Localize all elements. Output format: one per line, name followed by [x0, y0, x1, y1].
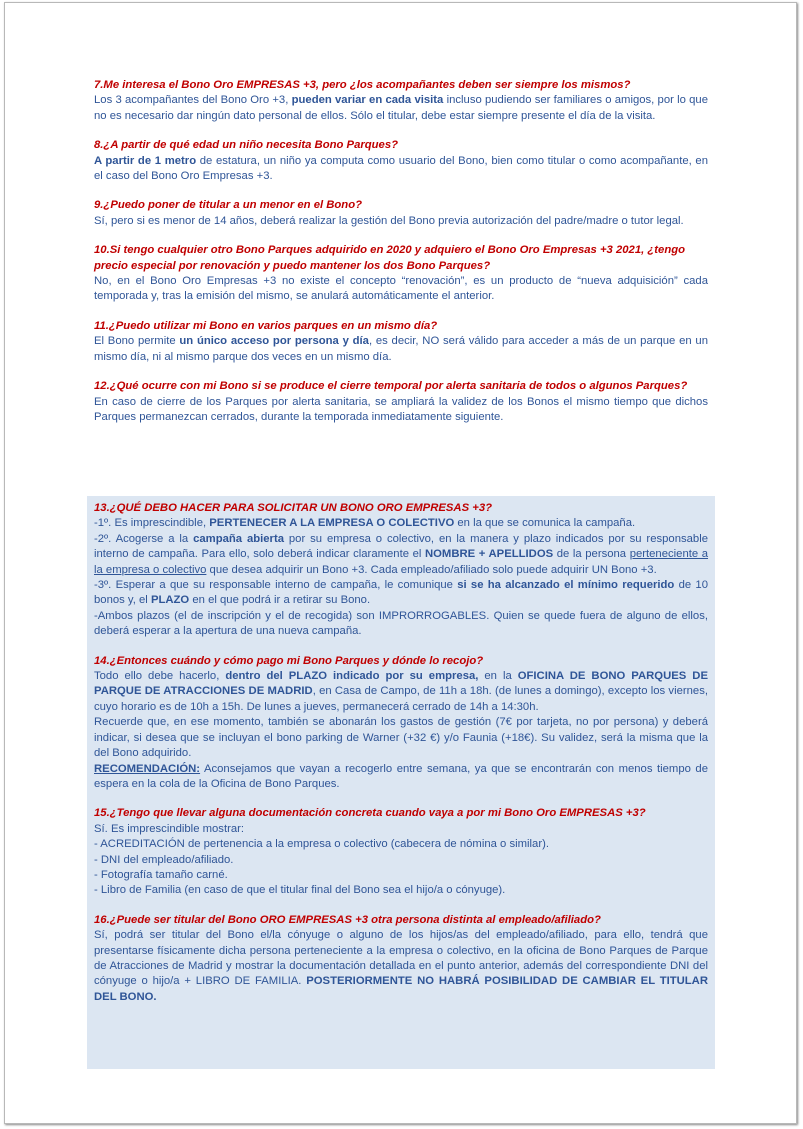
faq-item-11: [94, 319, 708, 365]
step-note: -Ambos plazos (el de inscripción y el de recogida) son IMPRORROGABLES. Quien se quede fuera de alguno de ellos, deberá esperar a la apertura de una nueva campaña.: [94, 609, 708, 638]
faq-item-12: [94, 379, 708, 425]
step-2: [94, 532, 708, 578]
answer-span: incluso pudiendo ser familiares o amigos, por lo que no es necesario dar ningún dato personal de ellos. Sólo el titular, debe estar siempre presente el día de la visita.: [94, 94, 708, 122]
list-item: - Fotografía tamaño carné.: [94, 868, 228, 881]
faq-item-16: [94, 913, 708, 1005]
answer-bold: PERTENECER A LA EMPRESA O COLECTIVO: [209, 517, 455, 530]
recommendation: [94, 762, 708, 793]
answer-text: No, en el Bono Oro Empresas +3 no existe el concepto “renovación”, es un producto de “nueva adquisición” cada temporada y, tras la emisión del mismo, se anulará automáticamente el anterior.: [94, 275, 708, 303]
question-title: 14.¿Entonces cuándo y cómo pago mi Bono Parques y dónde lo recojo?: [94, 654, 484, 667]
question-title: 7.Me interesa el Bono Oro EMPRESAS +3, pero ¿los acompañantes deben ser siempre los mismos?: [94, 79, 631, 91]
answer-bold: un único acceso por persona y día: [179, 335, 369, 348]
list-item: - Libro de Familia (en caso de que el titular final del Bono sea el hijo/a o cónyuge).: [94, 884, 506, 897]
answer-text: En caso de cierre de los Parques por alerta sanitaria, se ampliará la validez de los Bonos el mismo tiempo que dichos Parques permanezcan cerrados, durante la temporada inmediatamente siguiente.: [94, 395, 708, 423]
highlight-box-content: [94, 501, 708, 1019]
answer-bold: POSTERIORMENTE NO HABRÁ POSIBILIDAD DE CAMBIAR EL TITULAR DEL BONO.: [94, 975, 709, 1003]
answer-span: Todo ello debe hacerlo,: [94, 670, 226, 683]
faq-item-10: [94, 243, 708, 305]
answer-span: en la: [478, 670, 518, 683]
answer-span: de estatura, un niño ya computa como usuario del Bono, bien como titular o como acompañante, en el caso del Bono Oro Empresas +3.: [94, 154, 708, 183]
answer-bold: NOMBRE + APELLIDOS: [424, 548, 554, 561]
answer-span: -1º. Es imprescindible,: [94, 517, 210, 530]
answer-text: Recuerde que, en ese momento, también se abonarán los gastos de gestión (7€ por tarjeta, no por persona) y deberá indicar, si desea que se incluyan el bono parking de Warner (+32 €) y/o Faunia (+18€). Su validez, será la misma que la del Bono adquirido.: [94, 716, 708, 760]
question-title: 13.¿QUÉ DEBO HACER PARA SOLICITAR UN BONO ORO EMPRESAS +3?: [94, 502, 493, 514]
answer-span: , en Casa de Campo, de 11h a 18h. (de lunes a domingo), excepto los viernes, cuyo horario es de 10h a 15h. De lunes a jueves, permanecerá cerrado de 14h a 14:30h.: [94, 685, 708, 713]
answer-span: Los 3 acompañantes del Bono Oro +3,: [94, 94, 292, 107]
question-title: 9.¿Puedo poner de titular a un menor en el Bono?: [94, 199, 363, 212]
faq-item-8: [94, 138, 708, 184]
question-title: 16.¿Puede ser titular del Bono ORO EMPRESAS +3 otra persona distinta al empleado/afiliado?: [94, 913, 601, 926]
answer-span: El Bono permite: [94, 335, 180, 348]
answer-span: por su empresa o colectivo, en la manera y plazo indicados por su responsable interno de campaña. Para ello, solo deberá indicar claramente el: [94, 532, 708, 561]
answer-text: [94, 93, 708, 124]
faq-item-9: [94, 198, 708, 229]
question-title: 10.Si tengo cualquier otro Bono Parques adquirido en 2020 y adquiero el Bono Oro Empresas +3 2021, ¿tengo precio especial por renovación y puedo mantener los dos Bono Parques?: [94, 244, 686, 272]
answer-text: [94, 928, 708, 1005]
faq-item-13: [94, 501, 708, 640]
answer-text: [94, 154, 708, 185]
list-item: - ACREDITACIÓN de pertenencia a la empresa o colectivo (cabecera de nómina o similar).: [94, 838, 549, 851]
recommendation-label: RECOMENDACIÓN:: [94, 762, 201, 775]
answer-bold: OFICINA DE BONO PARQUES DE PARQUE DE ATRACCIONES DE MADRID: [94, 670, 708, 698]
question-title: 8.¿A partir de qué edad un niño necesita Bono Parques?: [94, 139, 399, 152]
answer-underline: perteneciente a la empresa o colectivo: [94, 548, 709, 576]
question-title: 15.¿Tengo que llevar alguna documentación concreta cuando vaya a por mi Bono Oro EMPRESAS +3?: [94, 807, 646, 820]
answer-span: , es decir, NO será válido para acceder a más de un parque en un mismo día, ni al mismo parque dos veces en un mismo día.: [94, 335, 708, 363]
step-3: [94, 578, 708, 609]
answer-text: [94, 334, 708, 365]
list-item: - DNI del empleado/afiliado.: [94, 853, 234, 866]
answer-span: Sí, podrá ser titular del Bono el/la cónyuge o alguno de los hijos/as del empleado/afiliado, para ello, tendrá que presentarse físicamente dicha persona perteneciente a la empresa o colectivo, en la oficina de Bono Parques de Parque de Atracciones de Madrid y mostrar la documentación detallada en el punto anterior, además del correspondiente DNI del cónyuge o hijo/a + LIBRO DE FAMILIA.: [94, 929, 708, 988]
answer-text: [94, 669, 708, 715]
answer-bold: A partir de 1 metro: [94, 154, 197, 167]
answer-span: -3º. Esperar a que su responsable interno de campaña, le comunique: [94, 579, 458, 592]
question-title: 12.¿Qué ocurre con mi Bono si se produce el cierre temporal por alerta sanitaria de todos o algunos Parques?: [94, 380, 688, 393]
faq-item-15: [94, 806, 708, 898]
question-title: 11.¿Puedo utilizar mi Bono en varios parques en un mismo día?: [94, 319, 438, 332]
answer-bold: PLAZO: [150, 594, 190, 607]
faq-item-14: [94, 654, 708, 793]
answer-span: de 10 bonos y, el: [94, 579, 708, 607]
step-1: [94, 516, 708, 531]
answer-span: en el que podrá ir a retirar su Bono.: [189, 594, 371, 607]
faq-list: [94, 78, 708, 439]
answer-span: en la que se comunica la campaña.: [454, 517, 636, 530]
answer-span: que desea adquirir un Bono +3. Cada empleado/afiliado solo puede adquirir UN Bono +3.: [206, 563, 657, 576]
faq-item-7: [94, 78, 708, 124]
answer-bold: pueden variar en cada visita: [291, 94, 444, 107]
answer-bold: campaña abierta: [193, 532, 284, 545]
answer-span: Aconsejamos que vayan a recogerlo entre semana, ya que se encontrarán con menos tiempo de espera en la cola de la Oficina de Bono Parques.: [94, 762, 708, 790]
answer-bold: dentro del PLAZO indicado por su empresa,: [225, 670, 479, 683]
answer-span: de la persona: [553, 548, 630, 561]
answer-text: Sí, pero si es menor de 14 años, deberá realizar la gestión del Bono previa autorización del padre/madre o tutor legal.: [94, 214, 684, 227]
answer-bold: si se ha alcanzado el mínimo requerido: [457, 579, 675, 592]
answer-span: -2º. Acogerse a la: [94, 532, 194, 545]
answer-intro: Sí. Es imprescindible mostrar:: [94, 822, 245, 835]
